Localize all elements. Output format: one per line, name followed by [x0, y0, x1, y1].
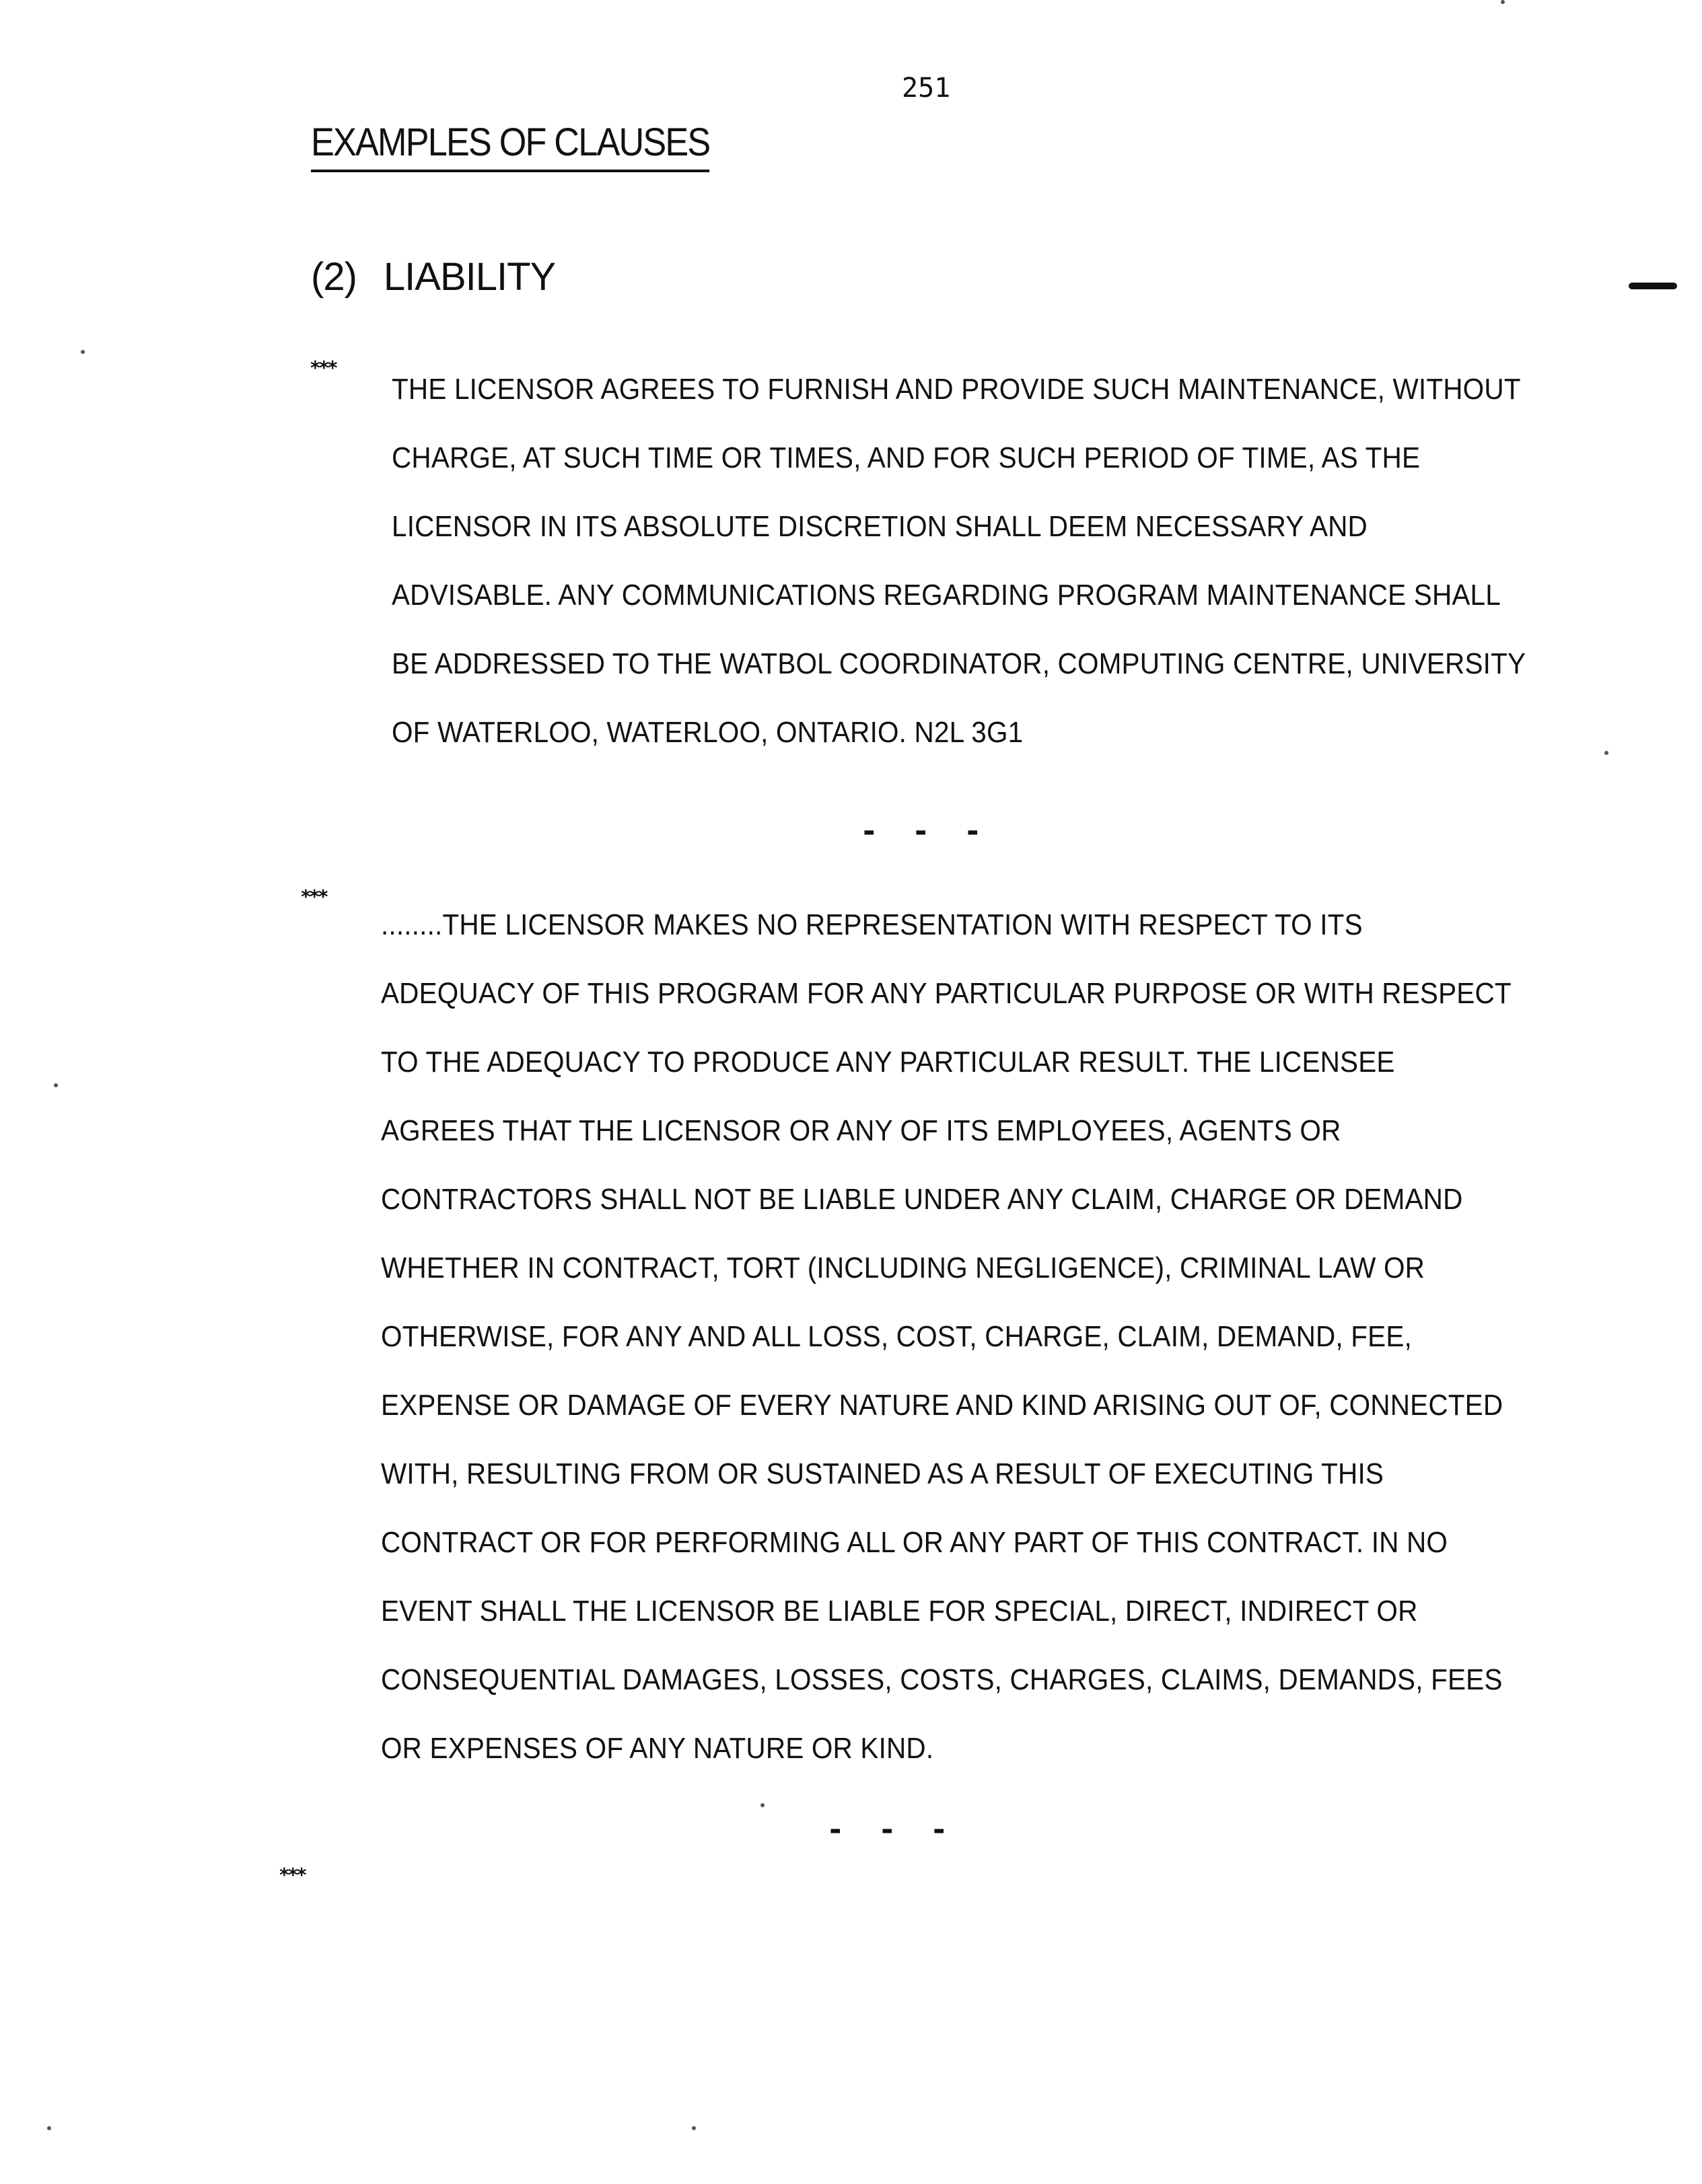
clause-line: EVENT SHALL THE LICENSOR BE LIABLE FOR SPECIAL, DIRECT, INDIRECT OR	[381, 1595, 1418, 1628]
section-title	[311, 256, 555, 299]
clause-line: EXPENSE OR DAMAGE OF EVERY NATURE AND KIND ARISING OUT OF, CONNECTED	[381, 1389, 1503, 1422]
clause-separator: - - -	[826, 1813, 956, 1847]
section-title-text: LIABILITY	[383, 255, 556, 299]
clause-line: ADVISABLE. ANY COMMUNICATIONS REGARDING PROGRAM MAINTENANCE SHALL	[392, 579, 1501, 612]
clause-line: OF WATERLOO, WATERLOO, ONTARIO. N2L 3G1	[392, 716, 1024, 749]
scan-speck	[692, 2126, 696, 2130]
scan-speck	[81, 350, 85, 354]
clause-line: TO THE ADEQUACY TO PRODUCE ANY PARTICULAR RESULT. THE LICENSEE	[381, 1046, 1395, 1079]
clause-line: THE LICENSOR AGREES TO FURNISH AND PROVIDE SUCH MAINTENANCE, WITHOUT	[392, 373, 1521, 406]
scan-speck	[47, 2126, 51, 2130]
clause-line: CONTRACTORS SHALL NOT BE LIABLE UNDER ANY CLAIM, CHARGE OR DEMAND	[381, 1183, 1463, 1216]
clause-marker: ***	[310, 357, 336, 379]
clause-line: OR EXPENSES OF ANY NATURE OR KIND.	[381, 1732, 934, 1765]
scan-speck	[760, 1803, 765, 1807]
clause-marker: ***	[300, 885, 326, 908]
clause-line: LICENSOR IN ITS ABSOLUTE DISCRETION SHALL DEEM NECESSARY AND	[392, 510, 1368, 543]
page-heading: EXAMPLES OF CLAUSES	[311, 121, 709, 172]
scan-speck	[1501, 0, 1505, 4]
clause-1	[392, 355, 1625, 767]
clause-line: ........THE LICENSOR MAKES NO REPRESENTATION WITH RESPECT TO ITS	[381, 908, 1363, 941]
clause-line: WHETHER IN CONTRACT, TORT (INCLUDING NEGLIGENCE), CRIMINAL LAW OR	[381, 1251, 1425, 1284]
clause-line: BE ADDRESSED TO THE WATBOL COORDINATOR, COMPUTING CENTRE, UNIVERSITY	[392, 647, 1526, 680]
clause-marker: ***	[279, 1864, 305, 1886]
clause-line: AGREES THAT THE LICENSOR OR ANY OF ITS EMPLOYEES, AGENTS OR	[381, 1114, 1341, 1147]
clause-line: CONTRACT OR FOR PERFORMING ALL OR ANY PART OF THIS CONTRACT. IN NO	[381, 1526, 1448, 1559]
scan-speck	[54, 1083, 58, 1087]
clause-separator: - - -	[860, 814, 990, 848]
page-number: 251	[902, 73, 951, 104]
section-number: (2)	[311, 255, 357, 299]
clause-line: ADEQUACY OF THIS PROGRAM FOR ANY PARTICULAR PURPOSE OR WITH RESPECT	[381, 977, 1512, 1010]
clause-line: WITH, RESULTING FROM OR SUSTAINED AS A RESULT OF EXECUTING THIS	[381, 1457, 1384, 1490]
scan-speck	[1604, 751, 1608, 755]
clause-2	[381, 891, 1610, 1783]
clause-line: CHARGE, AT SUCH TIME OR TIMES, AND FOR SUCH PERIOD OF TIME, AS THE	[392, 441, 1421, 474]
clause-line: OTHERWISE, FOR ANY AND ALL LOSS, COST, CHARGE, CLAIM, DEMAND, FEE,	[381, 1320, 1412, 1353]
scan-mark	[1629, 283, 1677, 289]
clause-line: CONSEQUENTIAL DAMAGES, LOSSES, COSTS, CHARGES, CLAIMS, DEMANDS, FEES	[381, 1663, 1503, 1696]
